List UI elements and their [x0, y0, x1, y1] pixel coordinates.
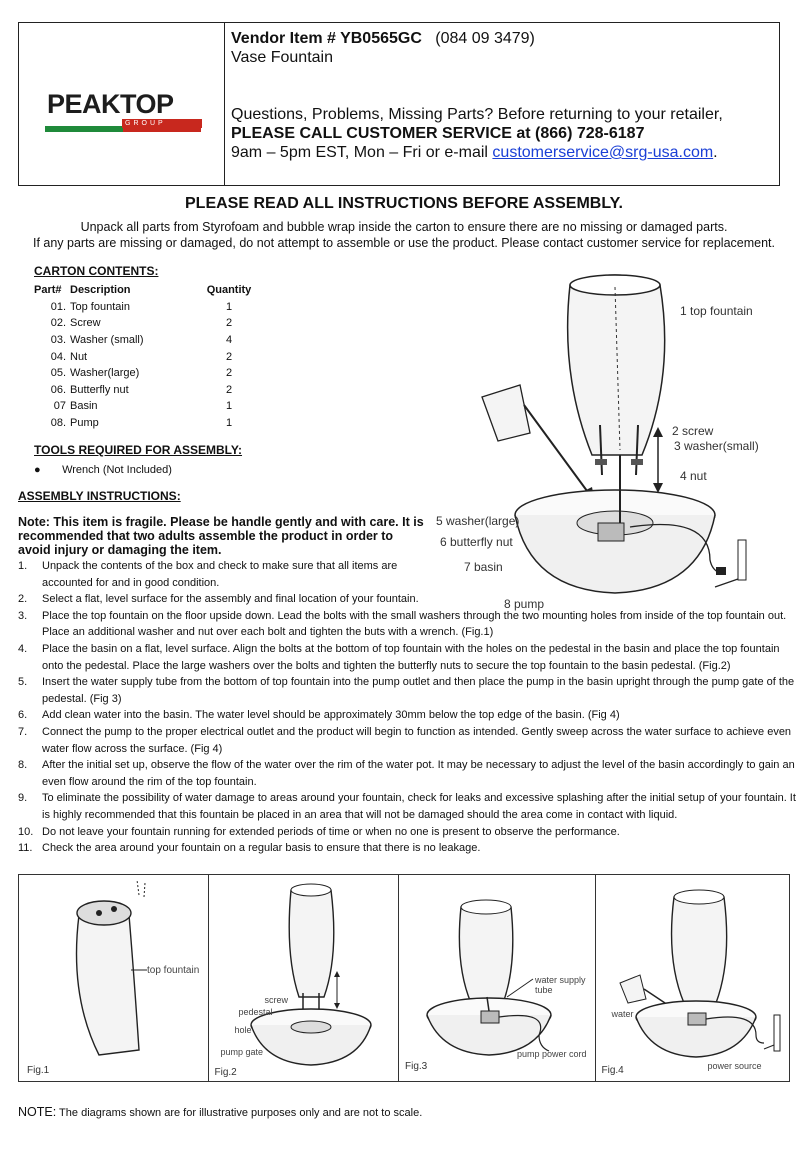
- col-part: Part#: [34, 284, 62, 297]
- step-item: [18, 840, 796, 857]
- hours-suffix: .: [713, 144, 718, 161]
- parts-cell-desc: Washer(large): [70, 367, 140, 380]
- email-link[interactable]: customerservice@srg-usa.com: [492, 144, 714, 161]
- fig1-label: top fountain: [147, 965, 200, 976]
- fig4-water: water: [611, 1009, 634, 1019]
- parts-cell-desc: Top fountain: [70, 300, 130, 313]
- vendor-item: Vendor Item # YB0565GC: [231, 30, 422, 47]
- fig4-power: power source: [707, 1061, 762, 1071]
- figure-2: [209, 875, 400, 1081]
- fig2-hole: hole: [234, 1025, 252, 1035]
- fig4-drawing: [596, 875, 790, 1080]
- vase-rim: [570, 275, 660, 295]
- logo-group-text: GROUP: [122, 119, 202, 128]
- tool-item-label: Wrench (Not Included): [62, 464, 172, 476]
- fig2-gate: pump gate: [220, 1047, 264, 1057]
- parts-cell-desc: Washer (small): [70, 334, 144, 347]
- plug: [716, 567, 726, 575]
- step-text: Place the basin on a flat, level surface. Align the bolts at the bottom of top fountain with the holes on the pedestal in the basin and place the top fountain onto the pedestal. Place the large washers over the bolts and tighten the butterfly nuts to secure the top fountain to the basin pedestal. (Fig.2): [42, 642, 780, 672]
- logo-cell: [19, 23, 225, 185]
- step-number: 2.: [18, 593, 28, 606]
- pitcher: [482, 385, 530, 441]
- fig2-pedestal: pedestal: [238, 1007, 273, 1017]
- bullet-icon: ●: [34, 464, 41, 476]
- step-item: [18, 724, 796, 757]
- label-butterfly-nut: 6 butterfly nut: [440, 535, 513, 549]
- nut-left: [595, 459, 607, 465]
- nut-right: [631, 459, 643, 465]
- step-text: Add clean water into the basin. The water level should be approximately 30mm below the top edge of the basin. (Fig 4): [42, 709, 620, 722]
- fig4-caption: Fig.4: [601, 1065, 624, 1076]
- label-washer-large: 5 washer(large): [436, 514, 520, 528]
- label-screw: 2 screw: [672, 424, 714, 438]
- parts-cell-desc: Pump: [70, 417, 99, 430]
- parts-cell-qty: 1: [225, 300, 233, 313]
- label-washer-small: 3 washer(small): [674, 439, 759, 453]
- step-text: Check the area around your fountain on a regular basis to ensure that there is no leakage.: [42, 842, 481, 855]
- parts-cell-qty: 1: [225, 400, 233, 413]
- parts-cell-num: 03.: [50, 334, 66, 347]
- header-box: [18, 22, 780, 186]
- step-number: 8.: [18, 759, 28, 772]
- vase-body: [568, 275, 665, 455]
- parts-cell-num: 06.: [50, 383, 66, 396]
- parts-cell-desc: Butterfly nut: [70, 383, 129, 396]
- parts-row: [34, 382, 254, 399]
- label-top-fountain: 1 top fountain: [680, 304, 753, 318]
- parts-row: [34, 398, 254, 415]
- fig1-caption: Fig.1: [27, 1065, 50, 1076]
- intro-line-1: Unpack all parts from Styrofoam and bubble wrap inside the carton to ensure there are no missing or damaged parts.: [80, 220, 728, 234]
- step-number: 6.: [18, 709, 28, 722]
- parts-cell-num: 05.: [50, 367, 66, 380]
- vendor-code: (084 09 3479): [435, 30, 535, 47]
- parts-cell-num: 01.: [50, 300, 66, 313]
- parts-row: [34, 299, 254, 316]
- fig2-caption: Fig.2: [214, 1067, 237, 1078]
- fragile-note: Note: This item is fragile. Please be handle gently and with care. It is recommended that two adults assemble the product in order to avoid injury or damaging the item.: [18, 515, 424, 557]
- step-number: 7.: [18, 725, 28, 738]
- parts-row: [34, 365, 254, 382]
- question-line: Questions, Problems, Missing Parts? Before returning to your retailer,: [231, 106, 723, 123]
- label-basin: 7 basin: [464, 560, 503, 574]
- hours-text: 9am – 5pm EST, Mon – Fri or e-mail: [231, 144, 493, 161]
- parts-header: [34, 282, 254, 299]
- step-text: Place the top fountain on the floor upside down. Lead the bolts with the small washers through the two mounting holes from inside of the top fountain out. Place an additional washer and nut over each bolt and tighten the buts with a wrench. (Fig.1): [42, 609, 787, 639]
- pump-box: [598, 523, 624, 541]
- parts-cell-num: 08.: [50, 417, 66, 430]
- step-number: 3.: [18, 609, 28, 622]
- step-item: [18, 757, 796, 790]
- figure-4: [596, 875, 790, 1081]
- parts-cell-num: 07: [53, 400, 66, 413]
- parts-row: [34, 315, 254, 332]
- tool-item: [34, 464, 172, 476]
- call-line: PLEASE CALL CUSTOMER SERVICE at (866) 728-6187: [231, 125, 645, 142]
- parts-cell-qty: 2: [225, 383, 233, 396]
- hours-line: [231, 143, 779, 162]
- parts-table: [34, 282, 254, 431]
- step-text: Do not leave your fountain running for extended periods of time or when no one is present to observe the performance.: [42, 825, 620, 838]
- step-item: [18, 790, 796, 823]
- parts-row: [34, 415, 254, 432]
- step-number: 10.: [18, 825, 34, 838]
- assembly-heading: ASSEMBLY INSTRUCTIONS:: [18, 489, 181, 503]
- parts-cell-qty: 2: [225, 367, 233, 380]
- parts-cell-desc: Nut: [70, 350, 88, 363]
- fig2-screw: screw: [264, 995, 289, 1005]
- col-desc: Description: [70, 284, 131, 297]
- fig3-cord: pump power cord: [517, 1049, 587, 1059]
- step-number: 9.: [18, 792, 28, 805]
- label-nut: 4 nut: [680, 469, 707, 483]
- footer-key: NOTE:: [18, 1105, 57, 1119]
- parts-cell-desc: Basin: [70, 400, 98, 413]
- step-item: [18, 641, 796, 674]
- parts-cell-qty: 4: [225, 334, 233, 347]
- page-title: PLEASE READ ALL INSTRUCTIONS BEFORE ASSEMBLY.: [185, 195, 623, 212]
- parts-cell-qty: 2: [225, 350, 233, 363]
- fig3-caption: Fig.3: [405, 1061, 428, 1072]
- parts-row: [34, 348, 254, 365]
- step-item: [18, 824, 796, 841]
- figure-3: [399, 875, 595, 1081]
- step-text: After the initial set up, observe the flow of the water over the rim of the water pot. It may be necessary to adjust the level of the basin accordingly to gain an even flow around the rim of the top fountain.: [42, 759, 795, 788]
- header-text: [225, 23, 779, 185]
- step-text: Select a flat, level surface for the assembly and final location of your fountain.: [42, 593, 419, 606]
- parts-cell-num: 04.: [50, 350, 66, 363]
- figure-strip: [18, 874, 790, 1082]
- step-text: To eliminate the possibility of water damage to areas around your fountain, check for leaks and excessive splashing after the initial setup of your fountain. It is highly recommended that this fountain be placed in an area that will not be damaged should the area come in contact with liquid.: [42, 792, 796, 821]
- tools-heading: TOOLS REQUIRED FOR ASSEMBLY:: [34, 443, 243, 457]
- step-text: Insert the water supply tube from the bottom of top fountain into the pump outlet and then place the pump in the basin upright through the pump gate of the pedestal. (Fig 3): [42, 676, 795, 705]
- parts-cell-num: 02.: [50, 317, 66, 330]
- footer-note: [18, 1105, 422, 1119]
- step-item: [18, 674, 796, 707]
- footer-text: The diagrams shown are for illustrative purposes only and are not to scale.: [56, 1107, 423, 1119]
- step-number: 11.: [18, 842, 33, 855]
- step-number: 4.: [18, 642, 28, 655]
- vendor-line: [231, 29, 779, 48]
- fig3-tube: water supply tube: [535, 975, 586, 995]
- parts-row: [34, 332, 254, 349]
- col-qty: Quantity: [206, 284, 252, 297]
- figure-1: [19, 875, 209, 1081]
- parts-cell-desc: Screw: [70, 317, 101, 330]
- step-text: Connect the pump to the proper electrical outlet and the product will begin to function as intended. Gently sweep across the water surface to achieve even water flow across the surface. (Fig 4): [42, 725, 792, 755]
- step-text: Unpack the contents of the box and check to make sure that all items are accounted for and in good condition.: [42, 560, 398, 589]
- step-number: 1.: [18, 560, 28, 572]
- product-name: Vase Fountain: [231, 49, 333, 66]
- label-pump: 8 pump: [504, 597, 545, 611]
- intro-line-2: If any parts are missing or damaged, do not attempt to assemble or use the product. Please contact customer service for replacement.: [32, 236, 776, 250]
- fig1-drawing: [19, 875, 208, 1080]
- parts-cell-qty: 1: [225, 417, 233, 430]
- step-item: [18, 707, 796, 724]
- carton-heading: CARTON CONTENTS:: [34, 264, 159, 278]
- parts-cell-qty: 2: [225, 317, 233, 330]
- wall-outlet: [738, 540, 746, 580]
- step-number: 5.: [18, 676, 28, 689]
- logo-wordmark: PEAKTOP: [47, 89, 174, 119]
